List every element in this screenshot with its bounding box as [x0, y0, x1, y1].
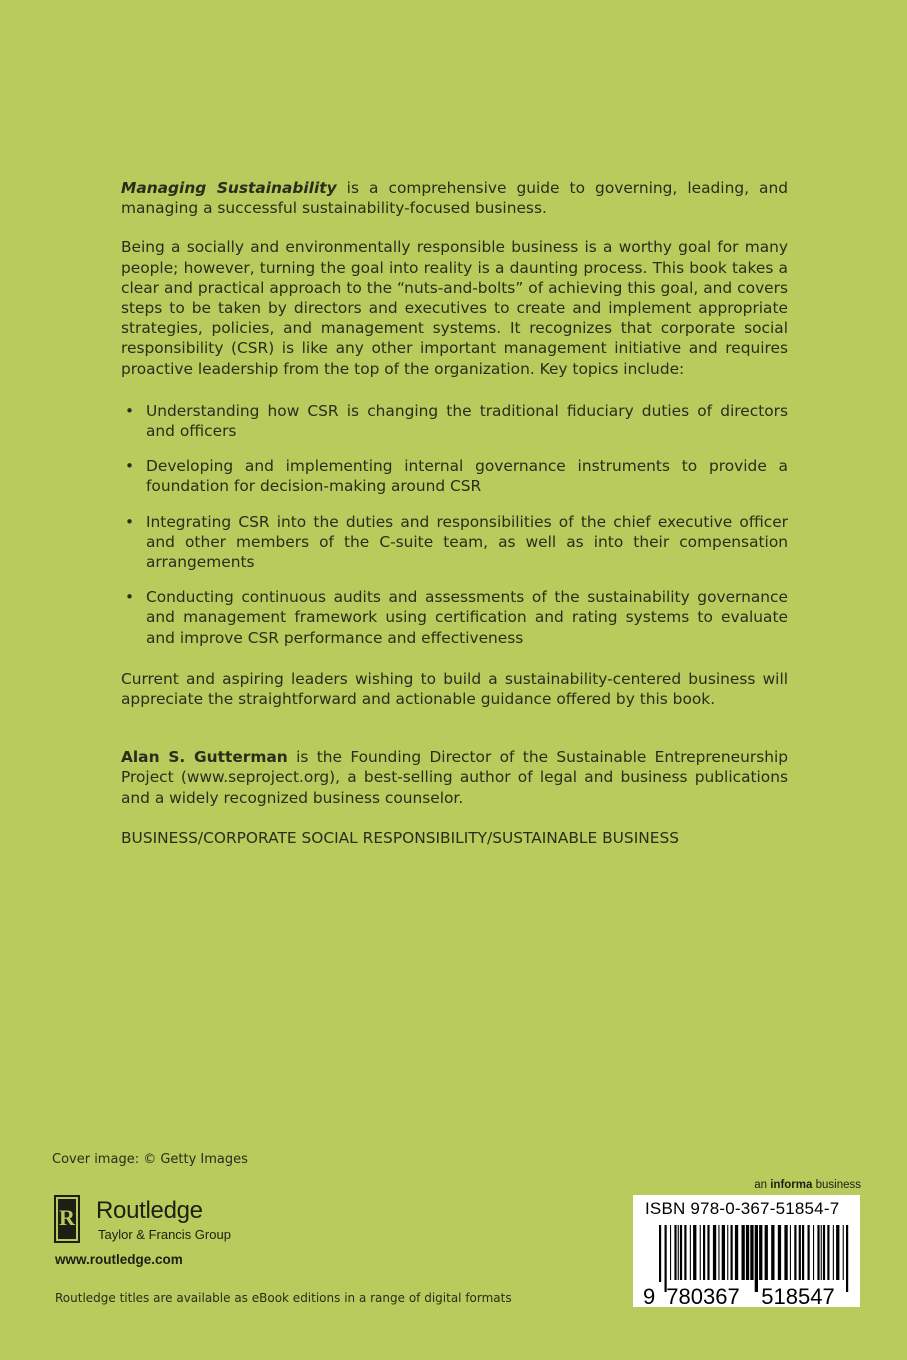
- barcode-bar: [784, 1225, 787, 1280]
- publisher-name: Routledge: [96, 1197, 203, 1224]
- topic-text: Integrating CSR into the duties and responsibilities of the chief executive officer and other members of the C-suite team, as well as into their compensation arrangements: [146, 512, 788, 572]
- barcode-bar: [821, 1225, 822, 1280]
- barcode-bar: [659, 1225, 661, 1292]
- barcode-digit-first: 9: [643, 1284, 656, 1307]
- barcode-bar: [750, 1225, 753, 1280]
- barcode-bar: [731, 1225, 733, 1280]
- author-name: Alan S. Gutterman: [121, 748, 288, 767]
- barcode-bar: [684, 1225, 686, 1280]
- publisher-group: Taylor & Francis Group: [98, 1227, 231, 1242]
- topic-text: Developing and implementing internal governance instruments to provide a foundation for decision-making around CSR: [146, 457, 788, 496]
- barcode-bar: [771, 1225, 774, 1280]
- key-topics-list: [121, 401, 788, 648]
- publisher-url: www.routledge.com: [55, 1252, 183, 1267]
- ebook-note: Routledge titles are available as eBook editions in a range of digital formats: [55, 1291, 512, 1305]
- barcode-bar: [665, 1225, 667, 1292]
- barcode-bar: [718, 1225, 719, 1280]
- informa-business-line: [754, 1179, 861, 1191]
- barcode-bar: [827, 1225, 829, 1280]
- barcode-bar: [735, 1225, 738, 1280]
- barcode-bar: [790, 1225, 791, 1280]
- list-item: [121, 456, 788, 496]
- barcode-bar: [680, 1225, 682, 1280]
- bullet-icon: •: [125, 401, 135, 420]
- list-item: [121, 512, 788, 573]
- barcode-bar: [746, 1225, 749, 1280]
- barcode-bar: [765, 1225, 768, 1280]
- barcode-bar: [778, 1225, 781, 1280]
- bullet-icon: •: [125, 512, 135, 531]
- barcode-digits-group2: 518547: [761, 1284, 835, 1307]
- informa-brand: informa: [770, 1179, 813, 1191]
- barcode-bar: [742, 1225, 745, 1280]
- barcode-bar: [813, 1225, 814, 1280]
- back-cover-text: [121, 178, 788, 848]
- barcode-bar: [674, 1225, 676, 1280]
- barcode-bar: [690, 1225, 691, 1280]
- publisher-logo: [52, 1195, 292, 1245]
- barcode-bar: [707, 1225, 709, 1280]
- book-title: Managing Sustainability: [121, 179, 337, 197]
- barcode-bar: [823, 1225, 825, 1280]
- barcode-bar: [727, 1225, 728, 1280]
- barcode-bar: [700, 1225, 701, 1280]
- author-bio-text: is the Founding Director of the Sustainable Entrepreneurship Project (www.seproject.org), a best-selling author of legal and business publications and a widely recognized business counselor.: [121, 748, 789, 807]
- barcode-bar: [713, 1225, 716, 1280]
- barcode-bar: [843, 1225, 844, 1280]
- barcode-bars: [633, 1195, 860, 1307]
- isbn-label: ISBN 978-0-367-51854-7: [645, 1199, 840, 1218]
- routledge-logo-icon: [54, 1195, 92, 1245]
- barcode-bar: [808, 1225, 810, 1280]
- barcode-bar: [670, 1225, 671, 1280]
- barcode-bar: [722, 1225, 725, 1280]
- barcode-digits-group1: 780367: [666, 1284, 740, 1307]
- barcode-bar: [755, 1225, 758, 1292]
- barcode-bar: [693, 1225, 696, 1280]
- barcode-bar: [846, 1225, 848, 1292]
- topic-text: Understanding how CSR is changing the traditional fiduciary duties of directors and officers: [146, 401, 788, 441]
- bullet-icon: •: [125, 457, 135, 476]
- barcode-bar: [794, 1225, 796, 1280]
- intro-text: is a comprehensive guide to governing, leading, and managing a successful sustainability-focused business.: [121, 179, 788, 218]
- barcode-bar: [836, 1225, 839, 1280]
- list-item: [121, 401, 788, 441]
- barcode-bar: [833, 1225, 834, 1280]
- informa-prefix: an: [754, 1179, 771, 1191]
- barcode-bar: [817, 1225, 819, 1280]
- cover-image-credit: Cover image: © Getty Images: [52, 1152, 248, 1167]
- bullet-icon: •: [125, 588, 135, 607]
- description-paragraph: Being a socially and environmentally responsible business is a worthy goal for many people; however, turning the goal into reality is a daunting process. This book takes a clear and practical approach to the “nuts-and-bolts” of achieving this goal, and covers steps to be taken by directors and executives to create and implement appropriate strategies, policies, and management systems. It recognizes that corporate social responsibility (CSR) is like any other important management initiative and requires proactive leadership from the top of the organization. Key topics include:: [121, 238, 788, 378]
- intro-paragraph: [121, 178, 788, 218]
- barcode-bar: [802, 1225, 804, 1280]
- barcode-bar: [678, 1225, 679, 1280]
- barcode-bar: [799, 1225, 801, 1280]
- isbn-barcode: [633, 1195, 860, 1307]
- barcode-bar: [759, 1225, 762, 1280]
- author-bio: [121, 747, 788, 808]
- topic-text: Conducting continuous audits and assessments of the sustainability governance and management framework using certification and rating systems to evaluate and improve CSR performance and effectiveness: [146, 588, 788, 647]
- closing-paragraph: Current and aspiring leaders wishing to build a sustainability-centered business will appreciate the straightforward and actionable guidance offered by this book.: [121, 669, 788, 709]
- subject-category: BUSINESS/CORPORATE SOCIAL RESPONSIBILITY/SUSTAINABLE BUSINESS: [121, 828, 680, 847]
- barcode-bar: [703, 1225, 705, 1280]
- logo-letter: R: [59, 1205, 75, 1230]
- list-item: [121, 587, 788, 648]
- informa-suffix: business: [812, 1179, 861, 1191]
